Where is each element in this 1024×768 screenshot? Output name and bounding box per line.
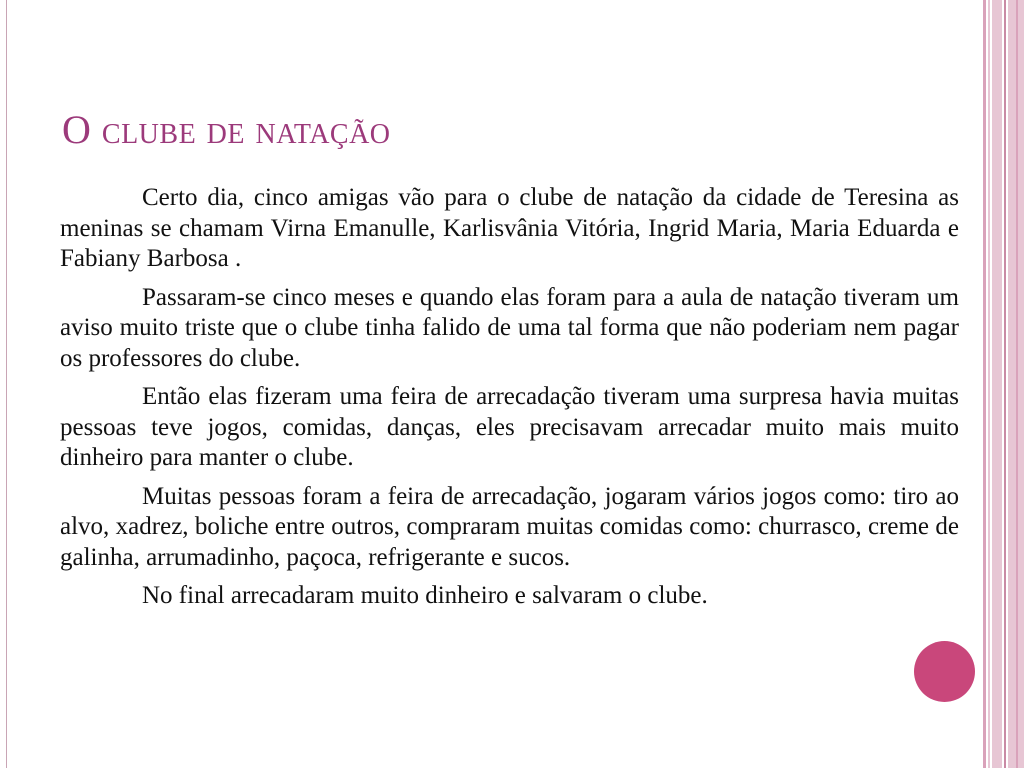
paragraph: Muitas pessoas foram a feira de arrecadação, jogaram vários jogos como: tiro ao alvo, xadrez, boliche entre outros, compraram muitas comidas como: churrasco, creme de galinha, arrumadinho, paçoca, refrigerante e sucos.: [60, 482, 959, 571]
paragraph: Certo dia, cinco amigas vão para o clube de natação da cidade de Teresina as meninas se chamam Virna Emanulle, Karlisvânia Vitória, Ingrid Maria, Maria Eduarda e Fabiany Barbosa .: [60, 184, 959, 272]
right-bar: [1004, 0, 1006, 768]
paragraph: Passaram-se cinco meses e quando elas foram para a aula de natação tiveram um aviso muito triste que o clube tinha falido de uma tal forma que não poderiam nem pagar os professores do clube.: [60, 283, 959, 372]
right-bar: [992, 0, 1002, 768]
left-border-line: [6, 0, 7, 768]
paragraph: No final arrecadaram muito dinheiro e salvaram o clube.: [142, 582, 708, 609]
right-bar: [988, 0, 990, 768]
slide-title: O clube de natação: [62, 107, 391, 152]
right-bar: [983, 0, 986, 768]
paragraph: Então elas fizeram uma feira de arrecadação tiveram uma surpresa havia muitas pessoas teve jogos, comidas, danças, eles precisavam arrecadar muito mais muito dinheiro para manter o clube.: [60, 383, 959, 471]
right-bar: [1016, 0, 1018, 768]
decorative-circle: [914, 641, 975, 702]
slide-body: [60, 183, 959, 620]
